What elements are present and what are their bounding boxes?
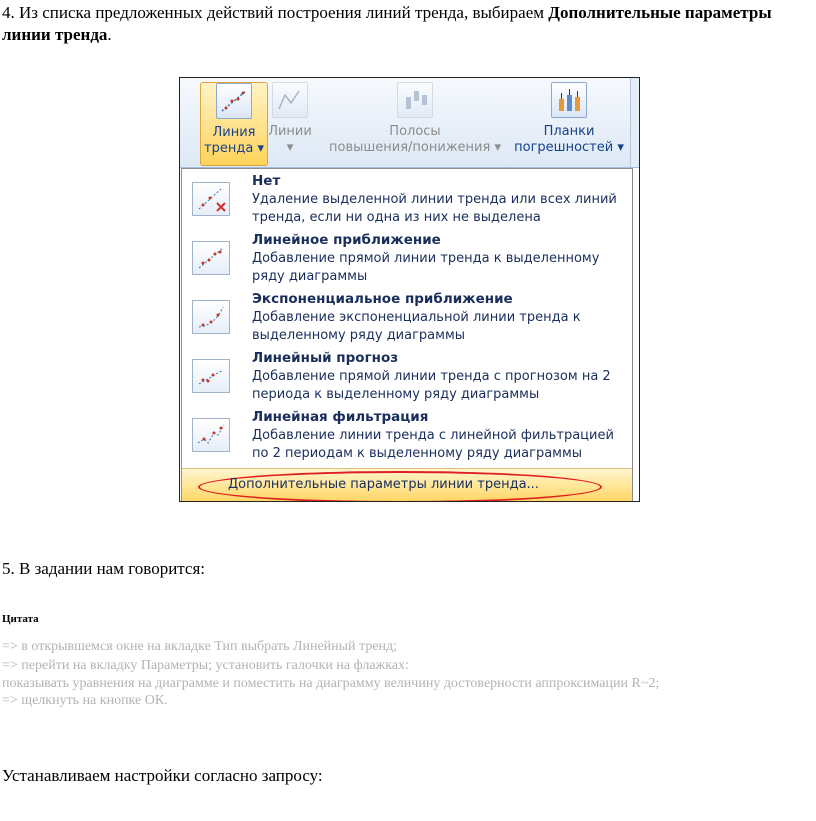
trendline-icon bbox=[216, 83, 252, 119]
menu-item-linear[interactable] bbox=[182, 232, 632, 289]
quote-line: показывать уравнения на диаграмме и поместить на диаграмму величину достоверности аппроксимации R~2; bbox=[2, 676, 660, 691]
lines-icon bbox=[272, 82, 308, 118]
menu-item-description: Добавление линии тренда с линейной фильтрацией по 2 периодам к выделенному ряду диаграммы bbox=[252, 428, 614, 461]
step-4-paragraph bbox=[2, 2, 807, 46]
menu-item-title: Экспоненциальное приближение bbox=[252, 291, 513, 307]
menu-item-moving-average[interactable] bbox=[182, 409, 632, 466]
lines-label-2: ▾ bbox=[286, 140, 294, 155]
quote-label: Цитата bbox=[2, 613, 39, 625]
ribbon-scrollbar[interactable] bbox=[630, 78, 639, 167]
trend-line-button[interactable] bbox=[200, 82, 268, 166]
menu-item-description: Удаление выделенной линии тренда или всех линий тренда, если ни одна из них не выделена bbox=[252, 192, 617, 225]
menu-item-title: Линейная фильтрация bbox=[252, 409, 429, 425]
updown-bars-label-1: Полосы bbox=[389, 124, 441, 139]
lines-label-1: Линии bbox=[268, 124, 312, 139]
menu-item-description: Добавление прямой линии тренда к выделенному ряду диаграммы bbox=[252, 251, 600, 284]
error-bars-button[interactable] bbox=[512, 82, 626, 164]
menu-item-more-options[interactable] bbox=[182, 468, 632, 501]
linear-forecast-icon bbox=[192, 359, 230, 393]
updown-bars-label-2: повышения/понижения ▾ bbox=[329, 140, 501, 155]
moving-average-icon bbox=[192, 418, 230, 452]
closing-paragraph: Устанавливаем настройки согласно запросу: bbox=[2, 766, 323, 785]
error-bars-label-1: Планки bbox=[543, 124, 595, 139]
step-4-end: . bbox=[107, 25, 112, 44]
excel-trendline-screenshot bbox=[179, 77, 640, 502]
menu-item-title: Линейный прогноз bbox=[252, 350, 399, 366]
error-bars-icon bbox=[551, 82, 587, 118]
trendline-dropdown-menu bbox=[181, 168, 633, 501]
menu-item-linear-forecast[interactable] bbox=[182, 350, 632, 407]
trend-line-label-1: Линия bbox=[212, 125, 256, 140]
step-4-text: 4. Из списка предложенных действий построения линий тренда, выбираем bbox=[2, 3, 549, 22]
step-4-bold: Дополнительные параметры линии тренда bbox=[2, 3, 772, 44]
more-options-label: Дополнительные параметры линии тренда... bbox=[228, 477, 539, 492]
quote-line: => в открывшемся окне на вкладке Тип выбрать Линейный тренд; bbox=[2, 639, 398, 654]
trend-line-label-2: тренда ▾ bbox=[204, 141, 264, 156]
quote-line: => перейти на вкладку Параметры; установить галочки на флажках: bbox=[2, 658, 409, 673]
menu-item-title: Нет bbox=[252, 173, 281, 189]
lines-button[interactable] bbox=[268, 82, 312, 164]
menu-item-title: Линейное приближение bbox=[252, 232, 441, 248]
menu-item-none[interactable] bbox=[182, 173, 632, 230]
menu-item-exponential[interactable] bbox=[182, 291, 632, 348]
updown-bars-icon bbox=[397, 82, 433, 118]
no-trendline-icon bbox=[192, 182, 230, 216]
ribbon bbox=[180, 78, 639, 168]
menu-item-description: Добавление прямой линии тренда с прогнозом на 2 периода к выделенному ряду диаграммы bbox=[252, 369, 611, 402]
error-bars-label-2: погрешностей ▾ bbox=[514, 140, 624, 155]
updown-bars-button[interactable] bbox=[322, 82, 508, 164]
linear-trendline-icon bbox=[192, 241, 230, 275]
menu-item-description: Добавление экспоненциальной линии тренда к выделенному ряду диаграммы bbox=[252, 310, 581, 343]
step-5-paragraph: 5. В задании нам говорится: bbox=[2, 559, 206, 578]
quote-line: => щелкнуть на кнопке ОК. bbox=[2, 693, 168, 708]
exponential-trendline-icon bbox=[192, 300, 230, 334]
